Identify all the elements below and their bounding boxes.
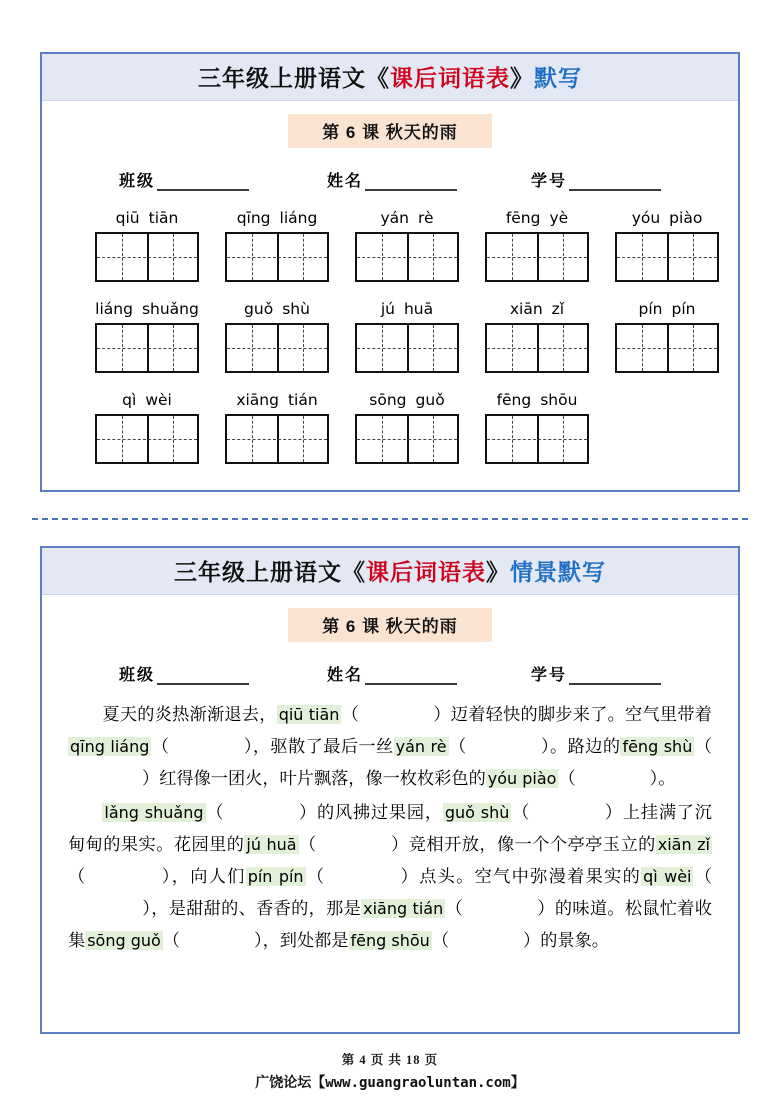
tianzige-cell[interactable]: [227, 325, 277, 371]
blank-paren-open: （: [448, 737, 467, 756]
tianzige-box[interactable]: [485, 232, 589, 282]
contextual-banner: [42, 548, 738, 595]
answer-blank[interactable]: [432, 931, 540, 950]
class-field: [119, 662, 249, 685]
student-meta-row: [42, 168, 738, 191]
blank-paren-open: （: [693, 867, 712, 886]
tianzige-cell[interactable]: [357, 325, 407, 371]
passage-paragraph: [68, 797, 712, 957]
pinyin-syllable: shōu: [540, 391, 578, 409]
answer-blank[interactable]: [558, 769, 658, 788]
tianzige-cell[interactable]: [277, 416, 327, 462]
tianzige-row: [42, 391, 738, 464]
page-separator: [32, 518, 748, 520]
pinyin-syllable: guǒ: [244, 300, 274, 318]
name-label: 姓名: [326, 173, 363, 190]
title-book-name: 课后词语表: [390, 66, 510, 91]
passage-pinyin-hint: fēng shù: [622, 737, 693, 756]
tianzige-box[interactable]: [95, 414, 199, 464]
blank-paren-close: ）: [142, 769, 160, 788]
passage-text: 的景象。: [540, 931, 609, 950]
blank-paren-close: ）: [390, 835, 409, 854]
pinyin-syllable: qīng: [236, 209, 271, 227]
word-pinyin: [476, 391, 598, 409]
answer-blank[interactable]: [163, 931, 263, 950]
word-pinyin: [216, 300, 338, 318]
word-pinyin: [476, 300, 598, 318]
word-pinyin: [606, 209, 728, 227]
lesson-chip-wrap: [42, 608, 738, 642]
tianzige-cell[interactable]: [617, 234, 667, 280]
number-field: [531, 168, 661, 191]
contextual-dictation-card: [40, 546, 740, 1034]
word-pinyin: [86, 209, 208, 227]
pinyin-syllable: yán: [380, 209, 409, 227]
tianzige-box[interactable]: [95, 323, 199, 373]
answer-blank[interactable]: [341, 705, 450, 724]
answer-blank[interactable]: [151, 737, 252, 756]
blank-paren-close: ）: [399, 867, 420, 886]
title-suffix: 默写: [534, 66, 582, 91]
tianzige-box[interactable]: [225, 323, 329, 373]
blank-paren-close: ）: [523, 931, 541, 950]
site-credit-text: 广饶论坛【www.guangraoluntan.com】: [255, 1075, 525, 1091]
name-input-line[interactable]: [365, 668, 457, 685]
dictation-banner: [42, 54, 738, 101]
passage-text: 上挂满了沉甸甸的果实。花园里的: [68, 803, 712, 854]
name-label: 姓名: [326, 667, 363, 684]
tianzige-row: [42, 209, 738, 282]
tianzige-cell[interactable]: [277, 234, 327, 280]
tianzige-box[interactable]: [485, 323, 589, 373]
pinyin-syllable: pín: [638, 300, 663, 318]
tianzige-box[interactable]: [615, 232, 719, 282]
blank-paren-open: （: [68, 867, 87, 886]
blank-paren-open: （: [305, 867, 326, 886]
passage-pinyin-hint: qiū tiān: [278, 705, 340, 724]
passage-pinyin-hint: yán rè: [395, 737, 447, 756]
passage-pinyin-hint: xiāng tián: [363, 899, 444, 918]
pinyin-syllable: yóu: [631, 209, 661, 227]
tianzige-box[interactable]: [355, 323, 459, 373]
word-block: [86, 209, 208, 282]
tianzige-cell[interactable]: [357, 234, 407, 280]
passage-text: 点头。空气中弥漫着果实的: [419, 867, 642, 886]
answer-blank[interactable]: [445, 899, 555, 918]
blank-paren-open: （: [151, 737, 170, 756]
tianzige-cell[interactable]: [147, 416, 197, 462]
pinyin-syllable: pín: [671, 300, 696, 318]
passage-text: ，是甜甜的、香香的，那是: [151, 899, 362, 918]
passage-text: 红得像一团火，叶片飘落，像一枚枚彩色的: [159, 769, 486, 788]
word-block: [476, 209, 598, 282]
tianzige-box[interactable]: [355, 232, 459, 282]
number-input-line[interactable]: [569, 174, 661, 191]
passage-pinyin-hint: lǎng shuǎng: [104, 803, 204, 822]
pinyin-syllable: qì: [122, 391, 137, 409]
number-input-line[interactable]: [569, 668, 661, 685]
pinyin-syllable: xiān: [509, 300, 543, 318]
word-pinyin: [476, 209, 598, 227]
passage-pinyin-hint: fēng shōu: [350, 931, 430, 950]
passage-text: 夏天的炎热渐渐退去，: [102, 705, 277, 724]
word-block: [606, 300, 728, 373]
lesson-chip-wrap: [42, 114, 738, 148]
blank-paren-close: ）: [142, 899, 152, 918]
name-field: [327, 168, 457, 191]
pinyin-syllable: huā: [403, 300, 434, 318]
passage-pinyin-hint: guǒ shù: [444, 803, 510, 822]
answer-blank[interactable]: [449, 737, 550, 756]
word-pinyin: [346, 300, 468, 318]
answer-blank[interactable]: [68, 867, 172, 886]
title-bracket-close: 》: [486, 560, 510, 585]
dictation-card: [40, 52, 740, 492]
name-field: [327, 662, 457, 685]
pinyin-syllable: guǒ: [415, 391, 445, 409]
pinyin-syllable: yè: [549, 209, 569, 227]
class-label: 班级: [118, 173, 155, 190]
pinyin-syllable: liáng: [279, 209, 318, 227]
blank-paren-open: （: [341, 705, 360, 724]
tianzige-cell[interactable]: [487, 234, 537, 280]
tianzige-cell[interactable]: [97, 234, 147, 280]
pinyin-syllable: fēng: [496, 391, 532, 409]
word-block: [216, 300, 338, 373]
tianzige-cell[interactable]: [147, 234, 197, 280]
blank-paren-open: （: [445, 899, 464, 918]
passage-text: ，向人们: [171, 867, 246, 886]
class-input-line[interactable]: [157, 668, 249, 685]
title-bracket-close: 》: [510, 66, 534, 91]
lesson-chip: 第 6 课 秋天的雨: [288, 114, 492, 148]
passage-pinyin-hint: qì wèi: [643, 867, 692, 886]
blank-paren-close: ）: [298, 803, 318, 822]
word-pinyin: [606, 300, 728, 318]
passage-text: 竞相开放，像一个个亭亭玉立的: [408, 835, 656, 854]
passage-text: 的风拂过果园，: [317, 803, 443, 822]
pinyin-syllable: qiū: [115, 209, 140, 227]
dictation-title: [42, 60, 738, 93]
pinyin-syllable: rè: [417, 209, 434, 227]
tianzige-cell[interactable]: [407, 325, 457, 371]
pinyin-syllable: xiāng: [236, 391, 279, 409]
passage-pinyin-hint: pín pín: [247, 867, 304, 886]
lesson-chip: 第 6 课 秋天的雨: [288, 608, 492, 642]
tianzige-cell[interactable]: [407, 234, 457, 280]
tianzige-cell[interactable]: [617, 325, 667, 371]
title-book-name: 课后词语表: [366, 560, 486, 585]
passage-pinyin-hint: xiān zǐ: [657, 835, 710, 854]
answer-blank[interactable]: [206, 803, 318, 822]
pinyin-syllable: shuǎng: [141, 300, 199, 318]
tianzige-cell[interactable]: [667, 234, 717, 280]
tianzige-grid-area: [42, 209, 738, 464]
blank-paren-close: ）: [243, 737, 253, 756]
word-pinyin: [216, 391, 338, 409]
passage-text: 。路边的: [550, 737, 621, 756]
tianzige-box[interactable]: [355, 414, 459, 464]
pinyin-syllable: piào: [669, 209, 703, 227]
word-pinyin: [346, 209, 468, 227]
word-pinyin: [86, 300, 208, 318]
number-label: 学号: [531, 173, 568, 190]
tianzige-box[interactable]: [485, 414, 589, 464]
blank-paren-close: ）: [537, 899, 555, 918]
tianzige-cell[interactable]: [97, 416, 147, 462]
passage-paragraph: [68, 699, 712, 795]
tianzige-cell[interactable]: [487, 325, 537, 371]
page-number-text: 第 4 页 共 18 页: [341, 1053, 439, 1067]
word-pinyin: [216, 209, 338, 227]
word-block: [346, 391, 468, 464]
title-bracket-open: 《: [342, 560, 366, 585]
word-block: [346, 300, 468, 373]
pinyin-syllable: jú: [380, 300, 395, 318]
tianzige-cell[interactable]: [227, 416, 277, 462]
pinyin-syllable: tián: [287, 391, 318, 409]
blank-paren-close: ）: [604, 803, 623, 822]
passage-text: 迈着轻快的脚步来了。空气里带着: [450, 705, 712, 724]
answer-blank[interactable]: [511, 803, 623, 822]
answer-blank[interactable]: [299, 835, 409, 854]
tianzige-cell[interactable]: [667, 325, 717, 371]
pinyin-syllable: sōng: [369, 391, 407, 409]
passage-pinyin-hint: qīng liáng: [70, 737, 150, 756]
word-pinyin: [86, 391, 208, 409]
tianzige-cell[interactable]: [407, 416, 457, 462]
blank-paren-open: （: [298, 835, 317, 854]
pinyin-syllable: wèi: [145, 391, 172, 409]
passage-area: [68, 699, 712, 957]
answer-blank[interactable]: [306, 867, 420, 886]
tianzige-cell[interactable]: [487, 416, 537, 462]
page-footer: [0, 1050, 780, 1092]
tianzige-cell[interactable]: [537, 234, 587, 280]
passage-text: 的味道。松鼠忙着收集: [68, 899, 712, 950]
blank-paren-open: （: [694, 737, 712, 756]
pinyin-syllable: tiān: [148, 209, 179, 227]
class-field: [119, 168, 249, 191]
word-block: [86, 300, 208, 373]
word-block: [476, 300, 598, 373]
blank-paren-close: ）: [160, 867, 172, 886]
blank-paren-open: （: [511, 803, 531, 822]
word-pinyin: [346, 391, 468, 409]
blank-paren-open: （: [205, 803, 225, 822]
passage-text: ，到处都是: [262, 931, 349, 950]
pinyin-syllable: shù: [282, 300, 310, 318]
pinyin-syllable: liáng: [95, 300, 133, 318]
word-block: [86, 391, 208, 464]
blank-paren-close: ）: [254, 931, 263, 950]
class-input-line[interactable]: [157, 174, 249, 191]
tianzige-cell[interactable]: [357, 416, 407, 462]
title-suffix: 情景默写: [510, 560, 606, 585]
word-block: [606, 209, 728, 282]
tianzige-box[interactable]: [615, 323, 719, 373]
tianzige-box[interactable]: [225, 414, 329, 464]
tianzige-cell[interactable]: [97, 325, 147, 371]
tianzige-cell[interactable]: [537, 325, 587, 371]
contextual-title: [42, 554, 738, 587]
blank-paren-open: （: [162, 931, 180, 950]
blank-paren-open: （: [431, 931, 450, 950]
number-field: [531, 662, 661, 685]
tianzige-box[interactable]: [95, 232, 199, 282]
student-meta-row: [42, 662, 738, 685]
class-label: 班级: [118, 667, 155, 684]
word-block: [216, 391, 338, 464]
name-input-line[interactable]: [365, 174, 457, 191]
tianzige-cell[interactable]: [277, 325, 327, 371]
tianzige-cell[interactable]: [537, 416, 587, 462]
tianzige-cell[interactable]: [147, 325, 197, 371]
blank-paren-open: （: [558, 769, 576, 788]
passage-pinyin-hint: sōng guǒ: [87, 931, 161, 950]
pinyin-syllable: zǐ: [551, 300, 565, 318]
passage-pinyin-hint: jú huā: [246, 835, 297, 854]
title-prefix: 三年级上册语文: [198, 66, 366, 91]
passage-text: ，驱散了最后一丝: [252, 737, 394, 756]
passage-text: 。: [658, 769, 676, 788]
blank-paren-close: ）: [649, 769, 659, 788]
tianzige-cell[interactable]: [227, 234, 277, 280]
passage-pinyin-hint: yóu piào: [487, 769, 557, 788]
title-bracket-open: 《: [366, 66, 390, 91]
blank-paren-close: ）: [433, 705, 451, 724]
word-block: [216, 209, 338, 282]
tianzige-box[interactable]: [225, 232, 329, 282]
word-block: [476, 391, 598, 464]
pinyin-syllable: fēng: [505, 209, 541, 227]
word-block: [346, 209, 468, 282]
tianzige-row: [42, 300, 738, 373]
blank-paren-close: ）: [540, 737, 551, 756]
title-prefix: 三年级上册语文: [174, 560, 342, 585]
number-label: 学号: [531, 667, 568, 684]
